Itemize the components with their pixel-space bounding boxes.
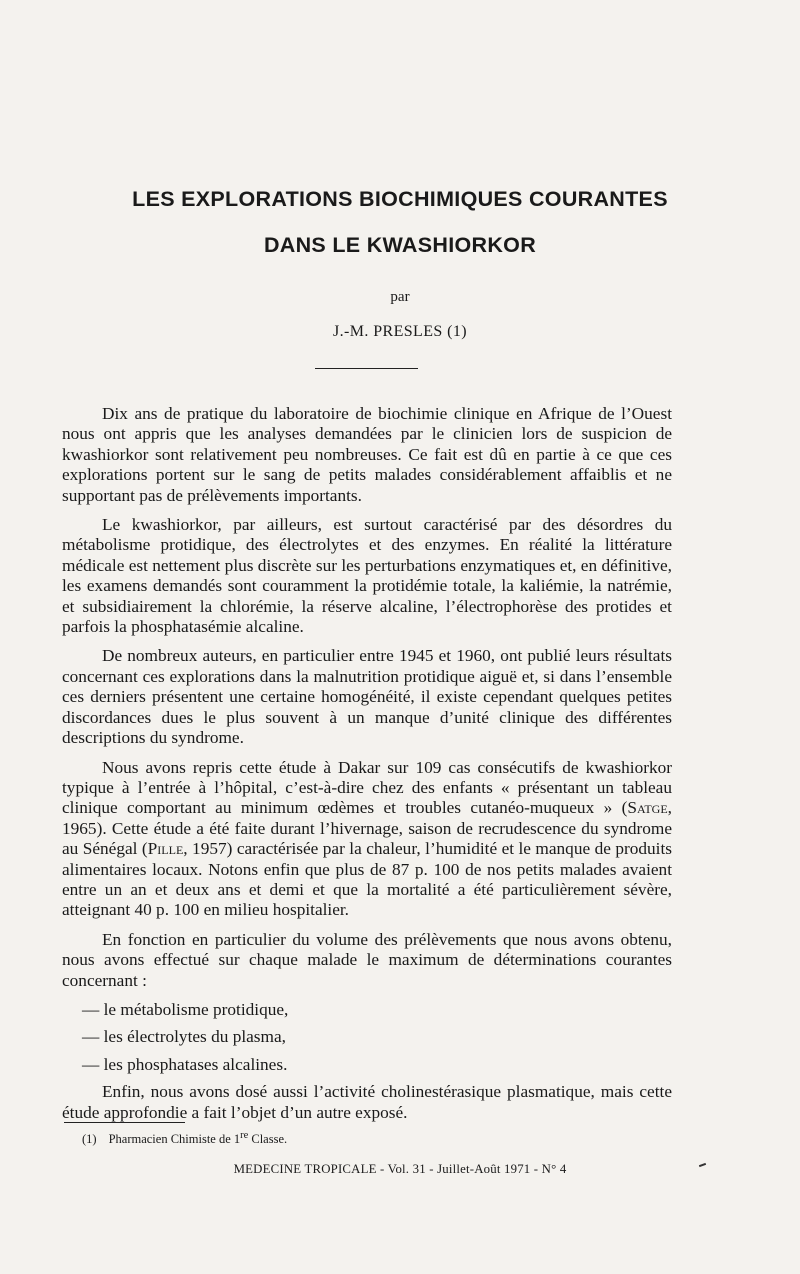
footnote-number: (1) <box>82 1132 97 1147</box>
citation-pille: Pille <box>147 839 184 859</box>
paragraph-4-text-c: , 1957) caractérisée par la chaleur, l’humidité et le manque de produits alimentaires locaux. Notons enfin que plus de 87 p. 100 de nos petits malades avaient entre un an et deux ans et demi et que la mortalité a été particulièrement sévère, atteignant 40 p. 100 en milieu hospitalier. <box>62 839 672 920</box>
list-item: — le métabolisme protidique, <box>82 999 289 1019</box>
list-item: — les phosphatases alcalines. <box>82 1054 288 1074</box>
title-separator-rule <box>315 368 418 369</box>
article-title-line-2: DANS LE KWASHIORKOR <box>263 233 537 257</box>
footnote-text-end: Classe. <box>248 1132 288 1147</box>
footnote <box>82 1130 287 1147</box>
list-item: — les électrolytes du plasma, <box>82 1027 286 1047</box>
citation-satge: Satge <box>627 798 668 818</box>
author-name: J.-M. PRESLES (1) <box>333 323 467 340</box>
footnote-text: Pharmacien Chimiste de 1 <box>108 1132 241 1147</box>
paragraph-1: Dix ans de pratique du laboratoire de biochimie clinique en Afrique de l’Ouest nous ont appris que les analyses demandées par le clinicien lors de suspicion de kwashiorkor sont relativement peu nombreuses. Ce fait est dû en partie à ce que ces explorations portent sur le sang de petits malades considérablement affaiblis et ne supportant pas de prélèvements importants. <box>62 404 672 505</box>
byline-par: par <box>390 289 410 305</box>
paragraph-2: Le kwashiorkor, par ailleurs, est surtout caractérisé par des désordres du métabolisme protidique, des électrolytes et des enzymes. En réalité la littérature médicale est nettement plus discrète sur les perturbations enzymatiques et, en définitive, les examens demandés sont couramment la protidémie totale, la kaliémie, la natrémie, et subsidiairement la chlorémie, la réserve alcaline, l’électrophorèse des protides et parfois la phosphatasémie alcaline. <box>62 515 672 637</box>
paragraph-4-text-a: Nous avons repris cette étude à Dakar sur 109 cas consécutifs de kwashiorkor typique à l’entrée à l’hôpital, c’est-à-dire chez des enfants « présentant un tableau clinique comportant au minimum œdèmes et troubles cutanéo-muqueux » ( <box>62 757 672 818</box>
footnote-separator-rule <box>64 1122 185 1123</box>
journal-citation-footer: MEDECINE TROPICALE - Vol. 31 - Juillet-Août 1971 - N° 4 <box>233 1162 567 1176</box>
paragraph-5: En fonction en particulier du volume des prélèvements que nous avons obtenu, nous avons effectué sur chaque malade le maximum de déterminations courantes concernant : <box>62 929 672 990</box>
footnote-superscript: re <box>240 1130 249 1141</box>
paragraph-4 <box>62 758 672 921</box>
paragraph-4-text-b: , 1965). Cette étude a été faite durant l’hivernage, saison de recrudescence du syndrome au Sénégal ( <box>62 798 672 859</box>
article-title-line-1: LES EXPLORATIONS BIOCHIMIQUES COURANTES <box>132 187 668 211</box>
paragraph-6: Enfin, nous avons dosé aussi l’activité cholinestérasique plasmatique, mais cette étude approfondie a fait l’objet d’un autre exposé. <box>62 1082 672 1122</box>
paragraph-3: De nombreux auteurs, en particulier entre 1945 et 1960, ont publié leurs résultats concernant ces explorations dans la malnutrition protidique aiguë et, si dans l’ensemble ces derniers présentent une certaine homogénéité, il existe cependant quelques petites discordances dues le plus souvent à un manque d’unité clinique des différentes descriptions du syndrome. <box>62 646 672 748</box>
article-body <box>62 404 672 1132</box>
